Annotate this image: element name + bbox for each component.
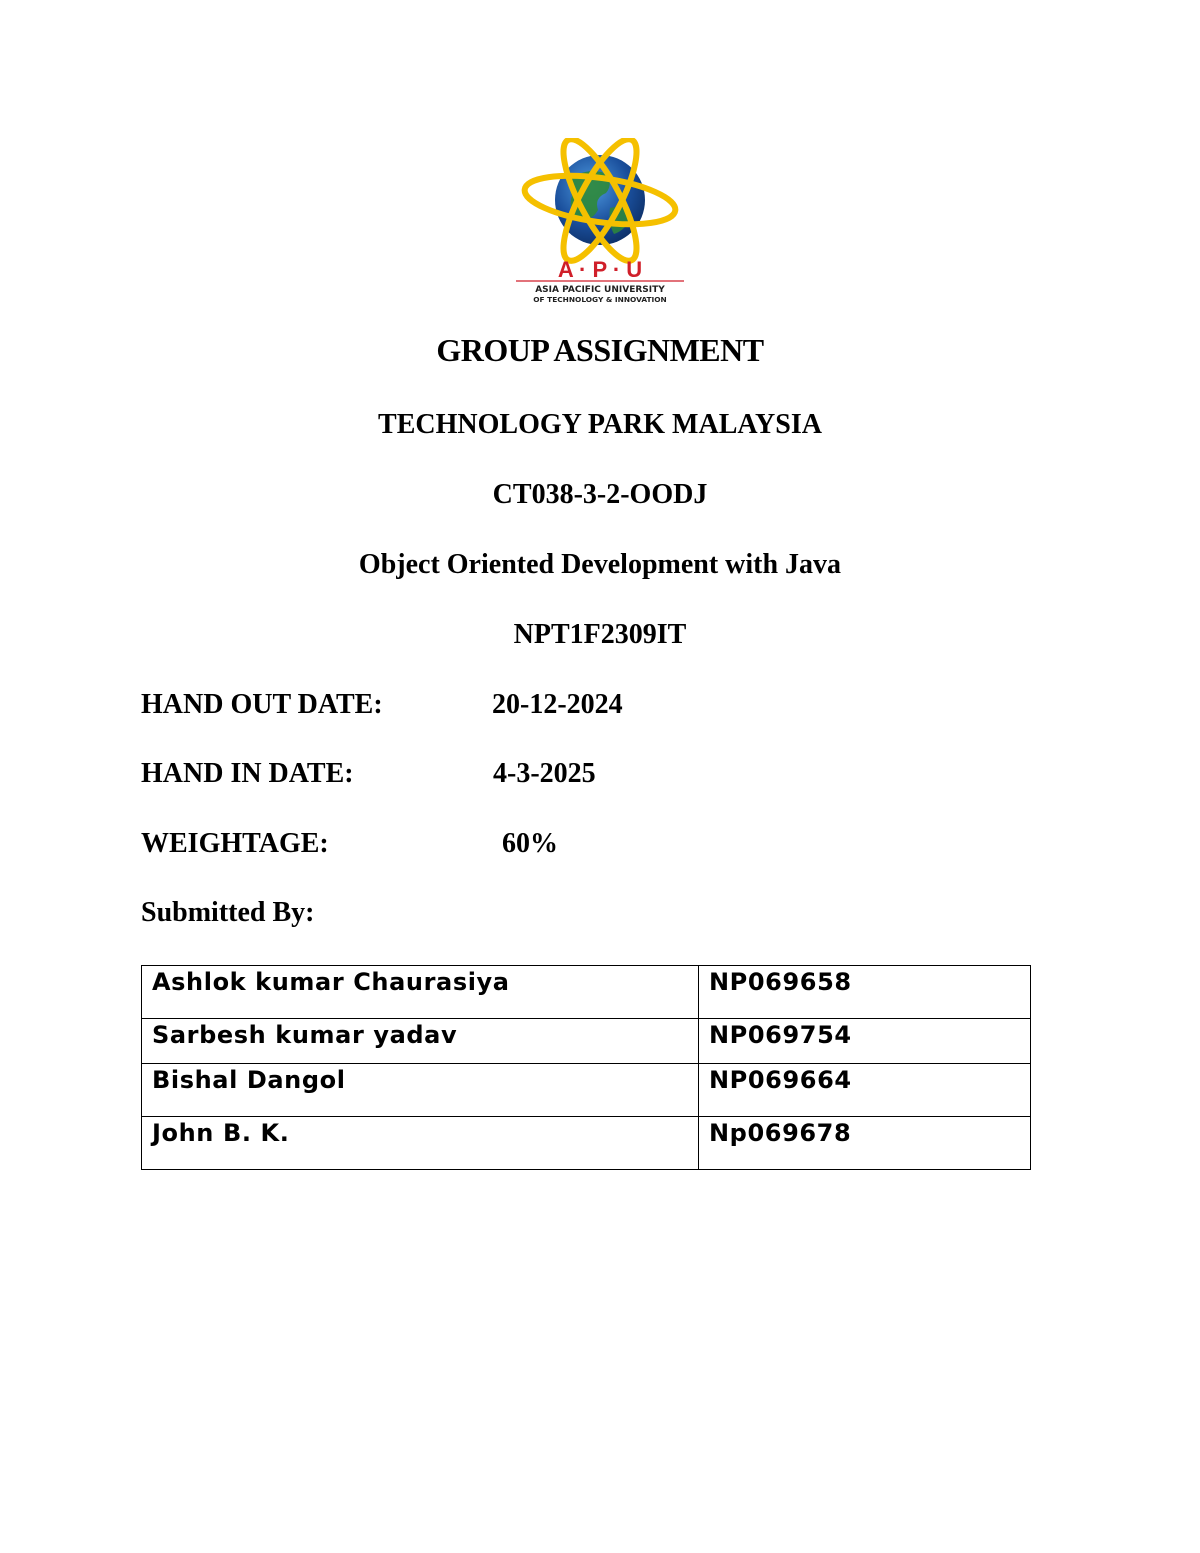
table-row xyxy=(142,1064,1031,1117)
member-name: Bishal Dangol xyxy=(142,1064,699,1117)
member-id: NP069754 xyxy=(699,1019,1031,1064)
member-name: Sarbesh kumar yadav xyxy=(142,1019,699,1064)
module-name: Object Oriented Development with Java xyxy=(358,549,842,580)
location: TECHNOLOGY PARK MALAYSIA xyxy=(378,409,822,440)
weightage-label: WEIGHTAGE: xyxy=(141,828,329,859)
member-id: Np069678 xyxy=(699,1117,1031,1170)
member-id: NP069658 xyxy=(699,966,1031,1019)
logo-letters: A · P · U xyxy=(557,257,643,282)
apu-logo xyxy=(510,138,690,306)
submitted-by-label: Submitted By: xyxy=(141,897,315,928)
logo-name-line2: OF TECHNOLOGY & INNOVATION xyxy=(533,295,667,304)
members-table xyxy=(141,965,1031,1170)
intake-code: NPT1F2309IT xyxy=(513,619,687,650)
table-row xyxy=(142,1019,1031,1064)
hand-out-date-label: HAND OUT DATE: xyxy=(141,689,383,720)
apu-globe-icon xyxy=(510,138,690,306)
hand-out-date-value: 20-12-2024 xyxy=(492,689,623,720)
module-code: CT038-3-2-OODJ xyxy=(492,479,708,510)
logo-name-line1: ASIA PACIFIC UNIVERSITY xyxy=(535,285,665,295)
table-row xyxy=(142,1117,1031,1170)
hand-in-date-value: 4-3-2025 xyxy=(493,758,596,789)
weightage-value: 60% xyxy=(502,828,558,859)
page-title: GROUP ASSIGNMENT xyxy=(436,332,764,368)
member-name: Ashlok kumar Chaurasiya xyxy=(142,966,699,1019)
member-name: John B. K. xyxy=(142,1117,699,1170)
table-row xyxy=(142,966,1031,1019)
member-id: NP069664 xyxy=(699,1064,1031,1117)
hand-in-date-label: HAND IN DATE: xyxy=(141,758,354,789)
